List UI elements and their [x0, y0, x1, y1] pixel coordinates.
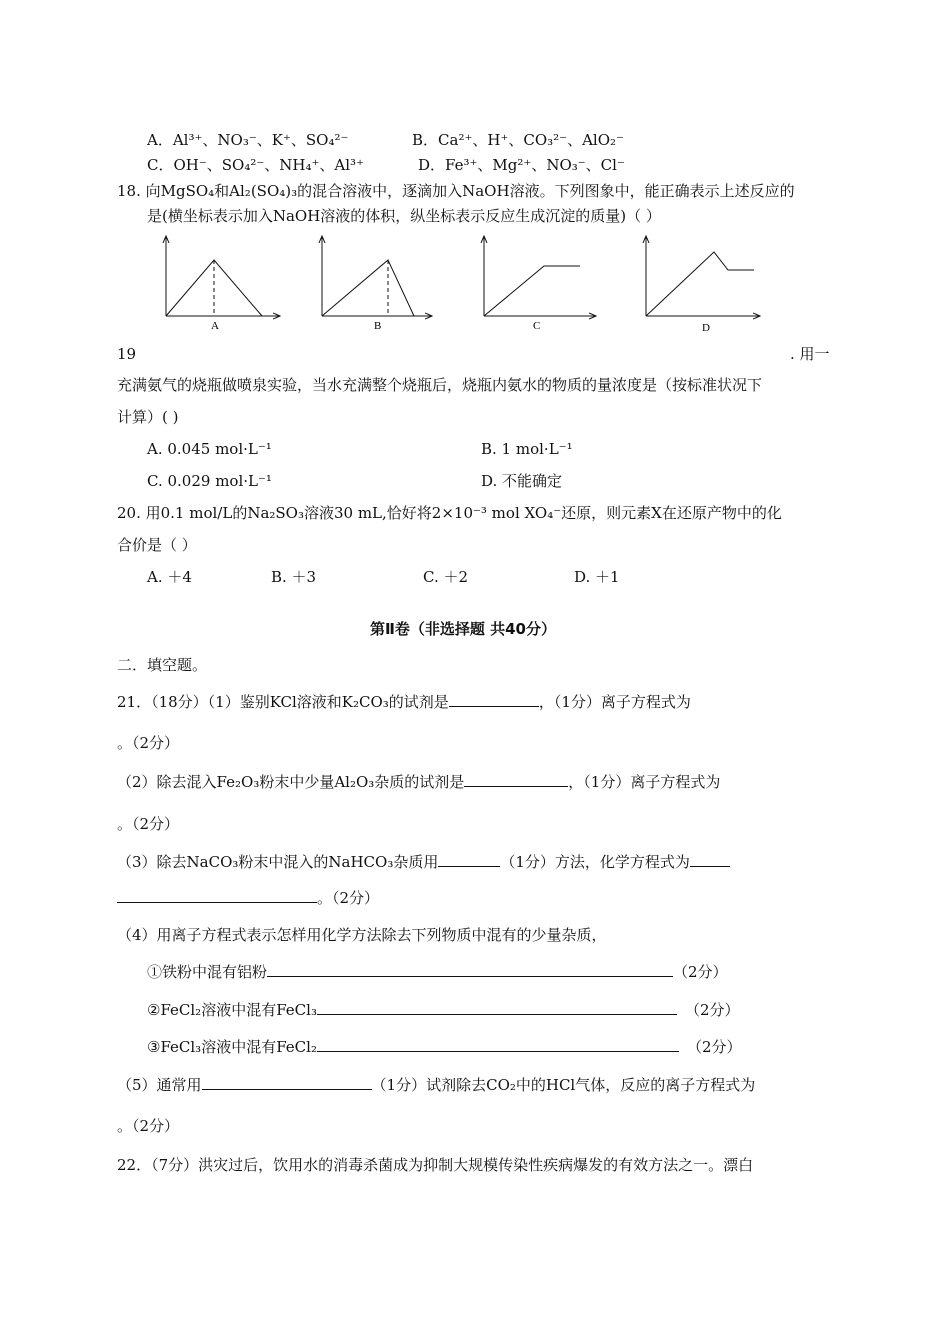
q21-p4-item2-text: ②FeCl₂溶液中混有FeCl₃ [147, 1001, 317, 1019]
q21-p4-item1-score: （2分） [673, 963, 728, 981]
q21-p1-score: 。（2分） [117, 734, 180, 752]
graph-d-label: D [702, 322, 710, 334]
q21-p5-line [117, 1075, 755, 1095]
q21-p5-text-b: （1分）试剂除去CO₂中的HCl气体，反应的离子方程式为 [371, 1076, 756, 1094]
q19-number: 19 [117, 345, 137, 363]
q21-p4-intro: （4）用离子方程式表示怎样用化学方法除去下列物质中混有的少量杂质， [117, 926, 607, 944]
q21-p2-score: 。（2分） [117, 815, 180, 833]
q19-option-a: A. 0.045 mol·L⁻¹ [147, 440, 272, 458]
q18-stem-line1: 18. 向MgSO₄和Al₂(SO₄)₃的混合溶液中，逐滴加入NaOH溶液。下列图象中，能正确表示上述反应的 [117, 182, 795, 200]
q21-p4-item1 [147, 962, 728, 982]
q21-p5-score: 。（2分） [117, 1117, 180, 1135]
q21-p4-item2-score: （2分） [684, 1001, 740, 1019]
q20-option-d: D. ＋1 [574, 568, 620, 586]
q21-p4-item2-blank[interactable] [317, 1000, 677, 1015]
graph-a [166, 236, 280, 332]
q17-option-b: B．Ca²⁺、H⁺、CO₃²⁻、AlO₂⁻ [412, 131, 624, 149]
section-title: 第Ⅱ卷（非选择题 共40分） [370, 620, 556, 638]
q21-p1-text-a: 21．（18分）（1）鉴别KCl溶液和K₂CO₃的试剂是 [117, 693, 449, 711]
graph-b [322, 236, 432, 332]
q21-p2-text-b: ，（1分）离子方程式为 [568, 773, 721, 791]
q18-graphs [150, 232, 790, 342]
q19-stem-tail: . 用一 [790, 345, 830, 363]
q20-option-a: A. ＋4 [147, 568, 192, 586]
graph-b-label: B [374, 320, 382, 332]
q21-p4-item3-text: ③FeCl₃溶液中混有FeCl₂ [147, 1038, 317, 1056]
q19-option-d: D. 不能确定 [481, 472, 563, 490]
q22-stem-line1: 22．（7分）洪灾过后，饮用水的消毒杀菌成为抑制大规模传染性疾病爆发的有效方法之一。漂白 [117, 1156, 754, 1174]
graph-d [646, 236, 760, 334]
graph-c [484, 236, 596, 332]
q21-p2-blank-reagent[interactable] [464, 772, 568, 787]
q21-p4-item3-score: （2分） [686, 1038, 742, 1056]
q21-p1-line [117, 692, 691, 712]
graph-a-label: A [211, 320, 219, 332]
q21-p3-blank-equation-start[interactable] [690, 852, 730, 867]
q21-p4-item2 [147, 1000, 740, 1020]
q20-stem-line1: 20. 用0.1 mol/L的Na₂SO₃溶液30 mL,恰好将2×10⁻³ mol XO₄⁻还原，则元素X在还原产物中的化 [117, 504, 782, 522]
q20-option-b: B. ＋3 [271, 568, 317, 586]
q21-p1-blank-reagent[interactable] [449, 692, 539, 707]
q21-p3-line2 [117, 888, 379, 908]
q19-option-b: B. 1 mol·L⁻¹ [481, 440, 573, 458]
q21-p3-text-a: （3）除去NaCO₃粉末中混入的NaHCO₃杂质用 [117, 853, 439, 871]
q21-p2-line [117, 772, 720, 792]
q21-p3-text-b: （1分）方法，化学方程式为 [500, 853, 690, 871]
q21-p3-score: 。（2分） [317, 889, 380, 907]
q21-p3-blank-method[interactable] [438, 852, 500, 867]
q21-p5-blank-reagent[interactable] [202, 1075, 372, 1090]
q19-option-c: C. 0.029 mol·L⁻¹ [147, 472, 272, 490]
q19-stem-line3: 计算）( ) [117, 408, 179, 426]
q21-p2-text-a: （2）除去混入Fe₂O₃粉末中少量Al₂O₃杂质的试剂是 [117, 773, 465, 791]
q20-stem-line2: 合价是（ ） [117, 536, 197, 554]
q21-p4-item1-text: ①铁粉中混有铝粉 [147, 963, 268, 981]
q21-p4-item3-blank[interactable] [317, 1037, 679, 1052]
q19-stem-line2: 充满氨气的烧瓶做喷泉实验，当水充满整个烧瓶后，烧瓶内氨水的物质的量浓度是（按标准状况下 [117, 376, 763, 394]
q17-option-a: A．Al³⁺、NO₃⁻、K⁺、SO₄²⁻ [147, 131, 349, 149]
q21-p3-blank-equation[interactable] [117, 888, 317, 903]
q21-p3-line [117, 852, 730, 872]
q17-option-c: C．OH⁻、SO₄²⁻、NH₄⁺、Al³⁺ [147, 156, 364, 174]
q21-p5-text-a: （5）通常用 [117, 1076, 202, 1094]
section-part: 二．填空题。 [117, 656, 208, 674]
graph-c-label: C [533, 320, 541, 332]
q21-p4-item1-blank[interactable] [267, 962, 673, 977]
q20-option-c: C. ＋2 [423, 568, 469, 586]
q17-option-d: D．Fe³⁺、Mg²⁺、NO₃⁻、Cl⁻ [418, 156, 625, 174]
q18-stem-line2: 是(横坐标表示加入NaOH溶液的体积，纵坐标表示反应生成沉淀的质量)（ ） [147, 207, 661, 225]
q21-p4-item3 [147, 1037, 742, 1057]
q21-p1-text-b: ，（1分）离子方程式为 [538, 693, 691, 711]
